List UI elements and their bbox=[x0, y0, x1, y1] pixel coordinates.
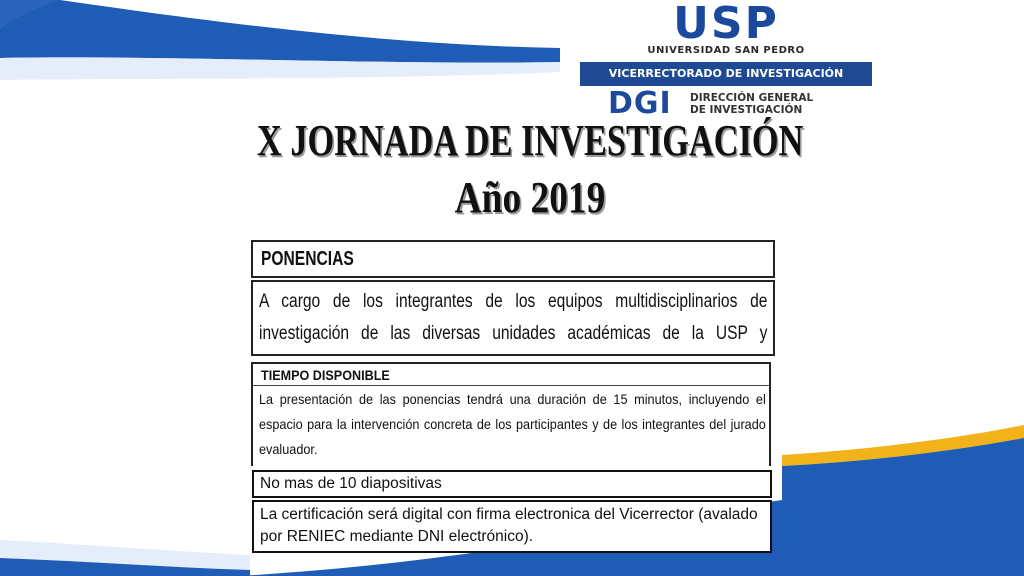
scanned-excerpt bbox=[251, 240, 781, 466]
logo-university-text: UNIVERSIDAD SAN PEDRO bbox=[647, 45, 805, 56]
page-subtitle: Año 2019 bbox=[454, 173, 606, 222]
certificacion-note: La certificación será digital con firma electronica del Vicerrector (avalado por RENIEC mediante DNI electrónico). bbox=[252, 500, 772, 553]
tiempo-body: La presentación de las ponencias tendrá una duración de 15 minutos, incluyendo el espacio para la intervención concreta de los participantes y de los integrantes del jurado evaluador. bbox=[259, 391, 766, 457]
logo-vicerrectorado-bar: VICERRECTORADO DE INVESTIGACIÓN bbox=[580, 62, 872, 86]
tiempo-body-box bbox=[251, 386, 771, 466]
tiempo-heading: TIEMPO DISPONIBLE bbox=[261, 367, 390, 383]
logo-direccion-line1: DIRECCIÓN GENERAL bbox=[690, 92, 814, 104]
logo-direccion-line2: DE INVESTIGACIÓN bbox=[690, 104, 803, 116]
logo-usp-text: USP bbox=[673, 0, 779, 49]
top-swoosh-blue bbox=[0, 0, 560, 63]
diapositivas-note: No mas de 10 diapositivas bbox=[252, 470, 772, 498]
ponencias-heading: PONENCIAS bbox=[261, 248, 354, 270]
ponencias-body: A cargo de los integrantes de los equipos multidisciplinarios de investigación de las diversas unidades académicas de la USP y bbox=[259, 291, 768, 344]
tiempo-heading-box bbox=[251, 362, 771, 386]
usp-logo bbox=[580, 0, 872, 121]
logo-direccion-text bbox=[690, 92, 870, 116]
ponencias-body-box bbox=[251, 280, 775, 356]
logo-dgi-text: DGI bbox=[608, 86, 672, 121]
page-title: X JORNADA DE INVESTIGACIÓN bbox=[257, 116, 804, 165]
ponencias-heading-box bbox=[251, 240, 775, 278]
